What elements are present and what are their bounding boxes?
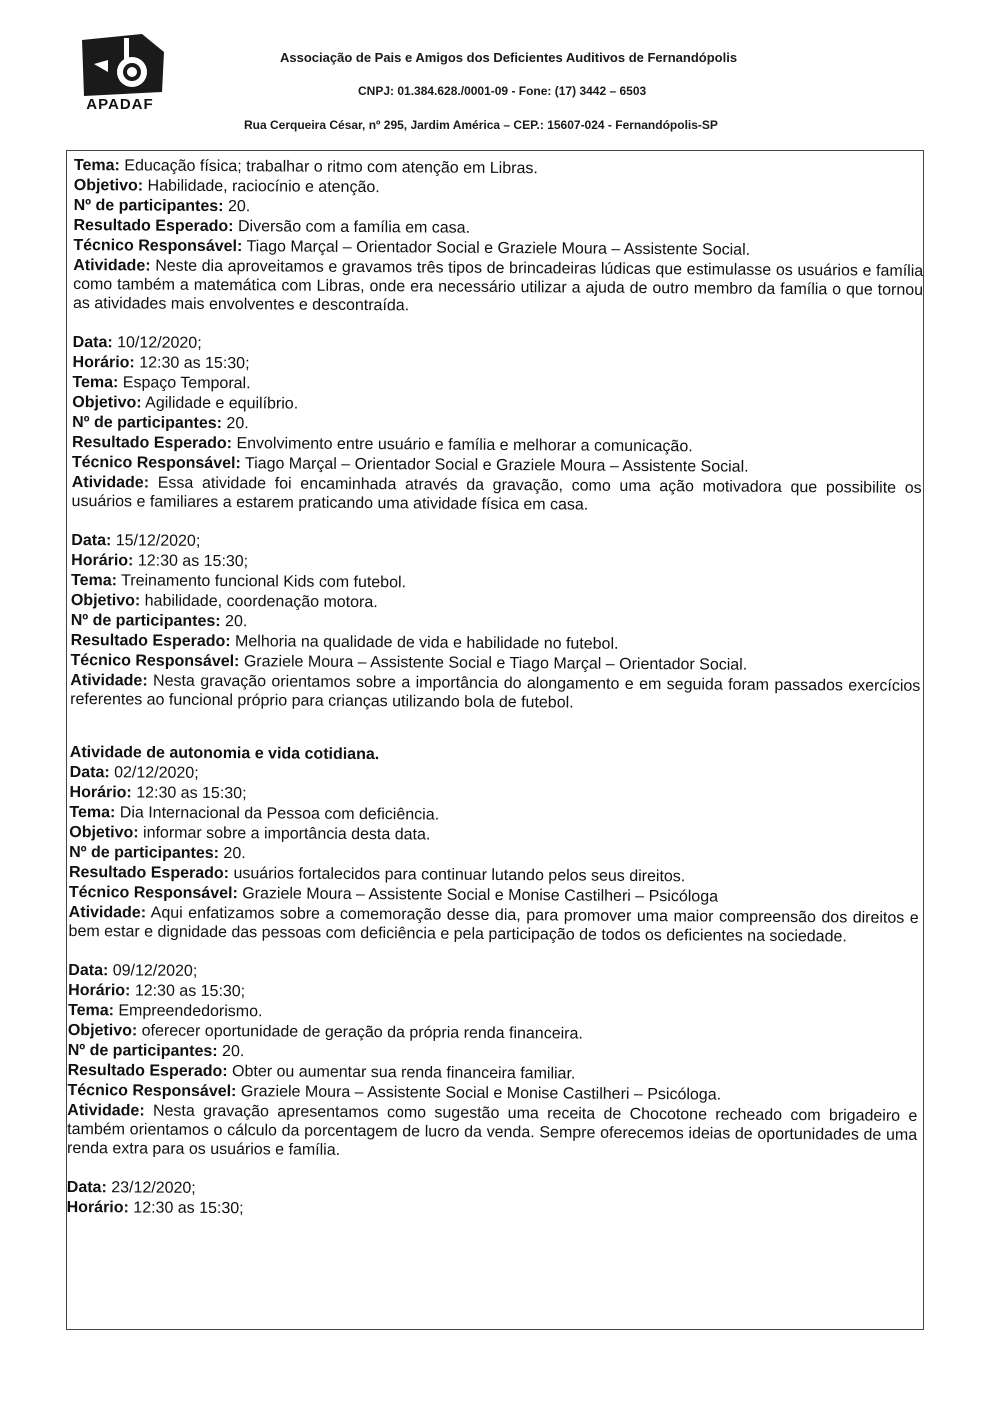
data-line: Data: 10/12/2020; [72,333,202,352]
section-heading: Atividade de autonomia e vida cotidiana. [69,743,380,764]
tema-line: Tema: Educação física; trabalhar o ritmo com atenção em Libras. [73,156,538,178]
activity-block [69,743,920,947]
org-name: Associação de Pais e Amigos dos Deficientes Auditivos de Fernandópolis [280,50,738,65]
participantes-line: Nº de participantes: 20. [67,1041,245,1061]
horario-line: Horário: 12:30 as 15:30; [72,353,250,373]
atividade-line: Atividade: Neste dia aproveitamos e gravamos três tipos de brincadeiras lúdicas que estimulasse os usuários e família como também a matemática com Libras, onde era necessário utilizar a ajuda de outro membro da família o que tornou as atividades mais envolventes e descontraída. [72,256,924,315]
letterhead [0,0,992,160]
resultado-line: Resultado Esperado: Diversão com a família em casa. [73,216,471,237]
objetivo-line: Objetivo: oferecer oportunidade de geração da própria renda financeira. [67,1021,583,1043]
participantes-line: Nº de participantes: 20. [72,413,249,433]
report-content [66,156,924,1243]
data-line: Data: 09/12/2020; [68,961,198,980]
activity-block [67,1178,917,1223]
tema-line: Tema: Empreendedorismo. [67,1001,263,1021]
participantes-line: Nº de participantes: 20. [73,196,251,216]
atividade-line: Atividade: Essa atividade foi encaminhada através da gravação, como uma ação motivadora que possibilite os usuários e familiares a estarem praticando uma atividade física em casa. [71,473,922,514]
atividade-line: Atividade: Nesta gravação orientamos sobre a importância do alongamento e em seguida foram passados exercícios referentes ao funcional próprio para crianças utilizando bola de futebol. [70,671,921,712]
tecnico-line: Técnico Responsável: Graziele Moura – Assistente Social e Monise Castilheri – Psicóloga. [67,1081,722,1104]
objetivo-line: Objetivo: habilidade, coordenação motora. [70,591,378,612]
horario-line: Horário: 12:30 as 15:30; [69,783,247,803]
atividade-line: Atividade: Aqui enfatizamos sobre a comemoração desse dia, para promover uma maior compreensão dos direitos e bem estar e dignidade das pessoas com deficiência e pela participação de todos os deficientes na sociedade. [68,903,919,946]
objetivo-line: Objetivo: Agilidade e equilíbrio. [72,393,299,413]
tecnico-line: Técnico Responsável: Graziele Moura – Assistente Social e Tiago Marçal – Orientador Social. [70,651,748,674]
objetivo-line: Objetivo: Habilidade, raciocínio e atenção. [73,176,380,197]
atividade-line: Atividade: Nesta gravação apresentamos como sugestão uma receita de Chocotone recheado com brigadeiro e também orientamos o cálculo da porcentagem de lucro da venda. Sempre oferecemos ideias de oportunidades de uma renda extra para os usuários e família. [67,1101,918,1159]
participantes-line: Nº de participantes: 20. [69,843,246,863]
participantes-line: Nº de participantes: 20. [70,611,248,631]
horario-line: Horário: 12:30 as 15:30; [66,1198,244,1218]
activity-block [72,333,923,517]
resultado-line: Resultado Esperado: usuários fortalecidos para continuar lutando pelos seus direitos. [68,863,686,886]
cnpj-line: CNPJ: 01.384.628./0001-09 - Fone: (17) 3442 – 6503 [358,84,647,98]
tema-line: Tema: Dia Internacional da Pessoa com deficiência. [69,803,440,824]
activity-block [67,961,918,1164]
activity-block [73,156,924,319]
horario-line: Horário: 12:30 as 15:30; [68,981,246,1001]
tema-line: Tema: Espaço Temporal. [72,373,251,393]
address-line: Rua Cerqueira César, nº 295, Jardim América – CEP.: 15607-024 - Fernandópolis-SP [244,118,718,132]
tecnico-line: Técnico Responsável: Tiago Marçal – Orientador Social e Graziele Moura – Assistente Social. [71,453,749,476]
data-line: Data: 02/12/2020; [69,763,199,782]
data-line: Data: 15/12/2020; [71,531,201,550]
activity-block [70,531,921,715]
tema-line: Tema: Treinamento funcional Kids com futebol. [70,571,407,592]
tecnico-line: Técnico Responsável: Tiago Marçal – Orientador Social e Graziele Moura – Assistente Social. [73,236,751,259]
tecnico-line: Técnico Responsável: Graziele Moura – Assistente Social e Monise Castilheri – Psicóloga [68,883,719,906]
objetivo-line: Objetivo: informar sobre a importância desta data. [69,823,431,844]
data-line: Data: 23/12/2020; [66,1178,196,1197]
resultado-line: Resultado Esperado: Obter ou aumentar sua renda financeira familiar. [67,1061,576,1083]
resultado-line: Resultado Esperado: Envolvimento entre usuário e família e melhorar a comunicação. [71,433,693,456]
horario-line: Horário: 12:30 as 15:30; [71,551,249,571]
logo-text: APADAF [86,96,154,113]
resultado-line: Resultado Esperado: Melhoria na qualidade de vida e habilidade no futebol. [70,631,619,653]
